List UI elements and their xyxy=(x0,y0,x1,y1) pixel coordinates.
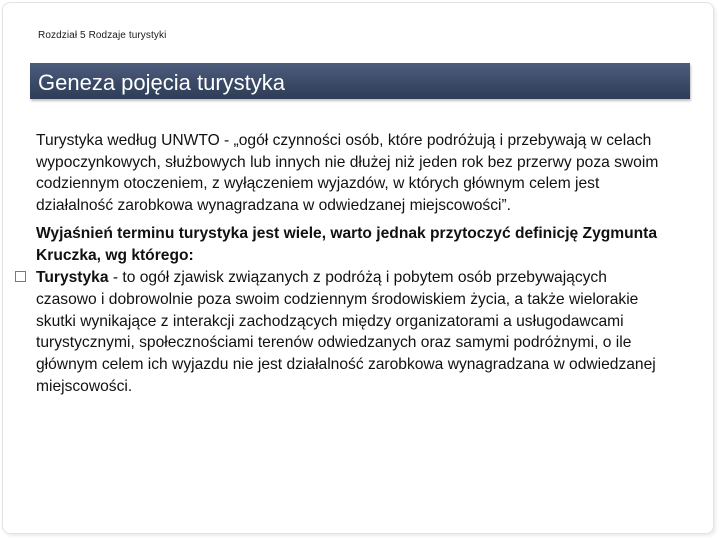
title-bar xyxy=(30,63,690,99)
slide-title: Geneza pojęcia turystyka xyxy=(38,70,286,95)
bullet-term: Turystyka xyxy=(36,269,109,287)
slide-content xyxy=(36,130,666,397)
intro-kruczek: Wyjaśnień terminu turystyka jest wiele, warto jednak przytoczyć definicję Zygmunta Kruczka, wg którego: xyxy=(36,224,658,264)
bullet-definition xyxy=(36,267,666,397)
checkbox-bullet-icon xyxy=(15,271,26,282)
definition-unwto: Turystyka według UNWTO - „ogół czynności osób, które podróżują i przebywają w celach wypoczynkowych, służbowych lub innych nie dłużej niż jeden rok bez przerwy poza swoim codziennym otoczeniem, z wyłączeniem wyjazdów, w których głównym celem jest działalność zarobkowa wynagradzana w odwiedzanej miejscowości”. xyxy=(36,132,659,215)
section-label: Rozdział 5 Rodzaje turystyki xyxy=(38,30,167,41)
bullet-definition-text: - to ogół zjawisk związanych z podróżą i pobytem osób przebywających czasowo i dobrowolnie poza swoim codziennym środowiskiem życia, a także wielorakie skutki wynikające z interakcji zachodzących między organizatorami a usługodawcami turystycznymi, społecznościami terenów odwiedzanych oraz samymi podróżnymi, o ile głównym celem ich wyjazdu nie jest działalność zarobkowa wynagradzana w odwiedzanej miejscowości. xyxy=(36,269,656,395)
